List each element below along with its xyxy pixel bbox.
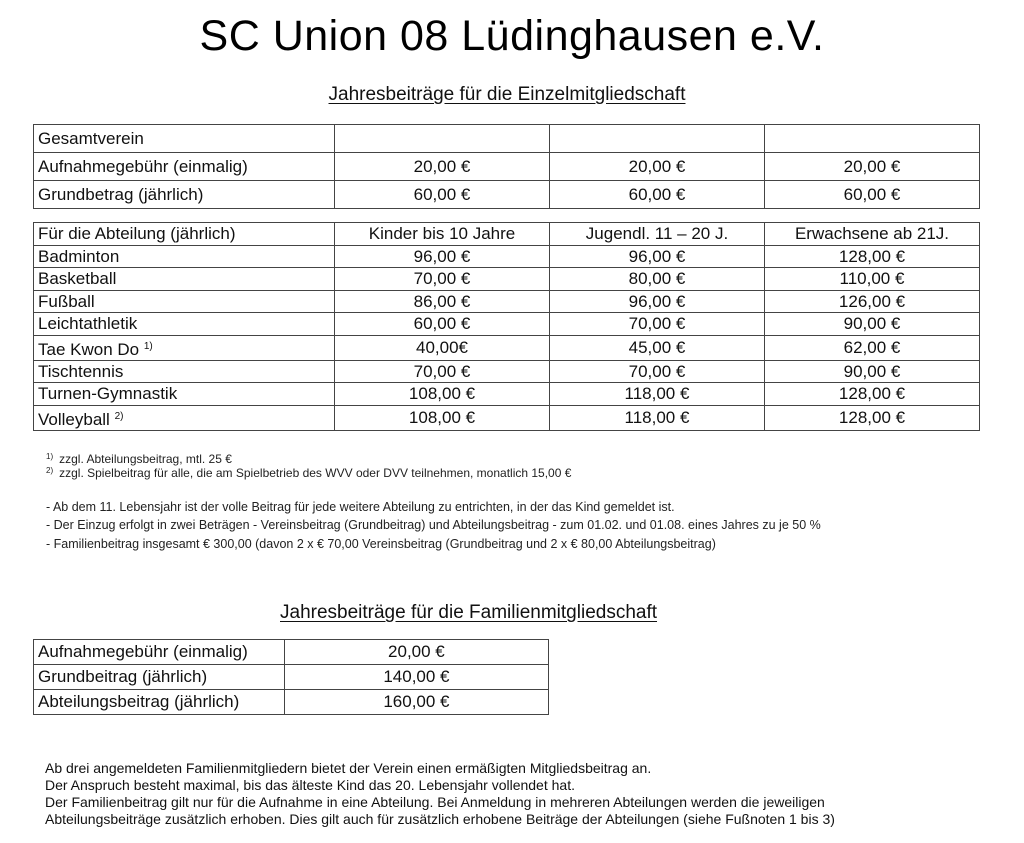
footnote-mark: 1) bbox=[46, 452, 54, 461]
department-name: Volleyball bbox=[38, 409, 110, 429]
footnote-text: zzgl. Spielbeitrag für alle, die am Spielbetrieb des WVV oder DVV teilnehmen, monatlich 15,00 € bbox=[59, 466, 572, 480]
column-header: Jugendl. 11 – 20 J. bbox=[550, 223, 765, 246]
fee-value: 20,00 € bbox=[335, 153, 550, 181]
department-name: Badminton bbox=[38, 246, 120, 266]
fee-value bbox=[550, 125, 765, 153]
family-membership-heading: Jahresbeiträge für die Familienmitgliedschaft bbox=[280, 602, 658, 623]
department-label-cell bbox=[34, 268, 335, 291]
fee-value: 70,00 € bbox=[335, 360, 550, 383]
fee-value: 80,00 € bbox=[550, 268, 765, 291]
fee-value: 96,00 € bbox=[550, 245, 765, 268]
family-paragraph-line: Der Familienbeitrag gilt nur für die Aufnahme in eine Abteilung. Bei Anmeldung in mehreren Abteilungen werden die jeweiligen bbox=[45, 794, 825, 810]
fee-value: 128,00 € bbox=[765, 405, 980, 430]
fee-value: 118,00 € bbox=[550, 405, 765, 430]
table-row bbox=[34, 290, 980, 313]
department-name: Turnen-Gymnastik bbox=[38, 384, 178, 404]
note-line: - Der Einzug erfolgt in zwei Beträgen - Vereinsbeitrag (Grundbeitrag) und Abteilungsbeitrag - zum 01.02. und 01.08. eines Jahres zu je 50 % bbox=[46, 518, 821, 532]
fee-value: 128,00 € bbox=[765, 245, 980, 268]
column-header: Erwachsene ab 21J. bbox=[765, 223, 980, 246]
table-row bbox=[34, 245, 980, 268]
family-paragraph-line: Der Anspruch besteht maximal, bis das älteste Kind das 20. Lebensjahr vollendet hat. bbox=[45, 777, 575, 793]
department-label-cell bbox=[34, 313, 335, 336]
fee-value bbox=[335, 125, 550, 153]
table-row bbox=[34, 405, 980, 430]
table-row bbox=[34, 360, 980, 383]
single-membership-heading: Jahresbeiträge für die Einzelmitgliedschaft bbox=[328, 84, 686, 105]
table-row bbox=[34, 640, 549, 665]
fee-value: 20,00 € bbox=[550, 153, 765, 181]
department-label-cell bbox=[34, 405, 335, 430]
footnote-reference: 1) bbox=[143, 340, 153, 352]
fee-value: 60,00 € bbox=[765, 181, 980, 209]
fee-value: 20,00 € bbox=[765, 153, 980, 181]
department-name: Fußball bbox=[38, 291, 95, 311]
footnote-text: zzgl. Abteilungsbeitrag, mtl. 25 € bbox=[59, 452, 232, 466]
department-name: Tae Kwon Do bbox=[38, 339, 140, 359]
row-label: Abteilungsbeitrag (jährlich) bbox=[34, 690, 285, 715]
note-line: - Ab dem 11. Lebensjahr ist der volle Beitrag für jede weitere Abteilung zu entrichten, in der das Kind gemeldet ist. bbox=[46, 500, 675, 514]
fee-value: 108,00 € bbox=[335, 383, 550, 406]
fee-value: 60,00 € bbox=[335, 181, 550, 209]
fee-value: 118,00 € bbox=[550, 383, 765, 406]
row-label: Aufnahmegebühr (einmalig) bbox=[34, 640, 285, 665]
fee-value: 70,00 € bbox=[550, 360, 765, 383]
fee-value: 128,00 € bbox=[765, 383, 980, 406]
table-row bbox=[34, 268, 980, 291]
table-row bbox=[34, 383, 980, 406]
department-label-cell bbox=[34, 360, 335, 383]
fee-value: 110,00 € bbox=[765, 268, 980, 291]
footnote-2 bbox=[46, 466, 571, 480]
department-label-cell bbox=[34, 245, 335, 268]
table-row bbox=[34, 181, 980, 209]
club-title: SC Union 08 Lüdinghausen e.V. bbox=[199, 12, 825, 60]
row-label: Aufnahmegebühr (einmalig) bbox=[34, 153, 335, 181]
table-row bbox=[34, 335, 980, 360]
footnote-1 bbox=[46, 452, 232, 466]
department-name: Leichtathletik bbox=[38, 314, 138, 334]
table-row bbox=[34, 665, 549, 690]
fee-value: 70,00 € bbox=[550, 313, 765, 336]
note-line: - Familienbeitrag insgesamt € 300,00 (davon 2 x € 70,00 Vereinsbeitrag (Grundbeitrag und 2 x € 80,00 Abteilungsbeitrag) bbox=[46, 537, 716, 551]
department-name: Tischtennis bbox=[38, 361, 124, 381]
row-label: Gesamtverein bbox=[34, 125, 335, 153]
table-row bbox=[34, 125, 980, 153]
fee-value: 90,00 € bbox=[765, 313, 980, 336]
fee-value: 40,00€ bbox=[335, 335, 550, 360]
fee-value: 60,00 € bbox=[335, 313, 550, 336]
row-label: Grundbeitrag (jährlich) bbox=[34, 665, 285, 690]
footnote-mark: 2) bbox=[46, 466, 54, 475]
fee-value: 20,00 € bbox=[284, 640, 548, 665]
footnote-reference: 2) bbox=[114, 410, 124, 422]
department-name: Basketball bbox=[38, 269, 117, 289]
department-label-cell bbox=[34, 290, 335, 313]
family-fees-table bbox=[33, 639, 549, 715]
department-label-cell bbox=[34, 335, 335, 360]
department-label-cell bbox=[34, 383, 335, 406]
fee-value: 62,00 € bbox=[765, 335, 980, 360]
fee-value: 140,00 € bbox=[284, 665, 548, 690]
column-header: Kinder bis 10 Jahre bbox=[335, 223, 550, 246]
family-paragraph-line: Abteilungsbeiträge zusätzlich erhoben. Dies gilt auch für zusätzlich erhobene Beiträge der Abteilungen (siehe Fußnoten 1 bis 3) bbox=[45, 811, 835, 827]
fee-value: 108,00 € bbox=[335, 405, 550, 430]
family-paragraph-line: Ab drei angemeldeten Familienmitgliedern bietet der Verein einen ermäßigten Mitgliedsbeitrag an. bbox=[45, 760, 652, 776]
table-row bbox=[34, 313, 980, 336]
fee-value: 96,00 € bbox=[550, 290, 765, 313]
fee-value: 160,00 € bbox=[284, 690, 548, 715]
fee-value: 45,00 € bbox=[550, 335, 765, 360]
fee-value: 86,00 € bbox=[335, 290, 550, 313]
fee-value: 60,00 € bbox=[550, 181, 765, 209]
table-header-row bbox=[34, 223, 980, 246]
table-row bbox=[34, 690, 549, 715]
table-row bbox=[34, 153, 980, 181]
fee-value: 96,00 € bbox=[335, 245, 550, 268]
fee-value: 126,00 € bbox=[765, 290, 980, 313]
department-fees-table bbox=[33, 222, 980, 431]
general-fees-table bbox=[33, 124, 980, 209]
row-label: Grundbetrag (jährlich) bbox=[34, 181, 335, 209]
fee-value: 70,00 € bbox=[335, 268, 550, 291]
column-header: Für die Abteilung (jährlich) bbox=[34, 223, 335, 246]
fee-value bbox=[765, 125, 980, 153]
fee-value: 90,00 € bbox=[765, 360, 980, 383]
